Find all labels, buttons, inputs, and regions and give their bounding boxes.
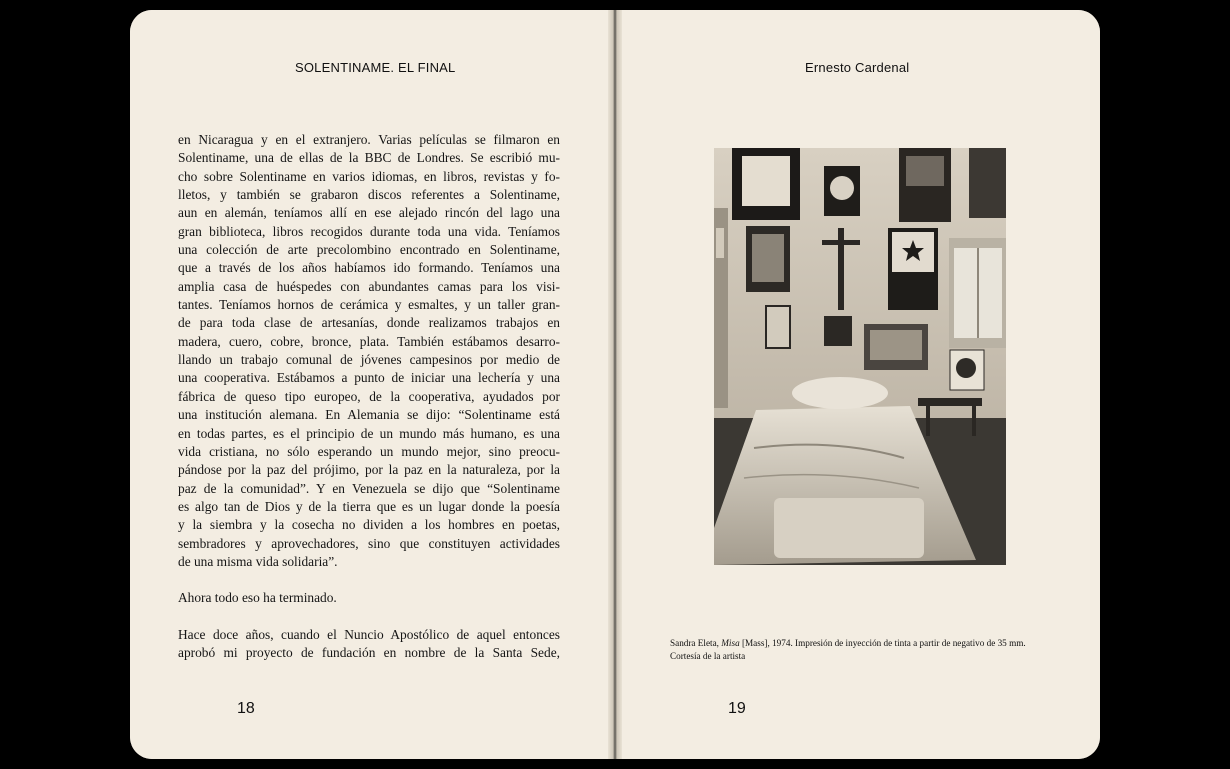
page-number-left: 18 [237, 700, 255, 717]
text-line: fábrica de queso tipo europeo, de la cooperativa, ayudados por [178, 388, 560, 404]
body-text [178, 131, 560, 662]
text-line: Solentiname, una de ellas de la BBC de Londres. Se escribió mu- [178, 150, 560, 166]
paragraph-1 [178, 131, 560, 571]
paragraph-2: Ahora todo eso ha terminado. [178, 590, 337, 606]
page-number-right: 19 [728, 700, 746, 717]
photo-caption: Sandra Eleta, Misa [Mass], 1974. Impresión de inyección de tinta a partir de negativo de 35 mm. Cortesía de la artista [670, 638, 1026, 661]
text-line: una institución alemana. En Alemania se dijo: “Solentiname está [178, 407, 560, 423]
running-head-right: Ernesto Cardenal [805, 60, 910, 75]
text-line: en todas partes, es el principio de un mundo más humano, es una [178, 425, 560, 441]
text-line: Hace doce años, cuando el Nuncio Apostólico de aquel entonces [178, 626, 560, 642]
text-line: amplia casa de huéspedes con abundantes camas para los visi- [178, 278, 560, 294]
text-line: tantes. Teníamos hornos de cerámica y esmaltes, y un taller gran- [178, 297, 560, 313]
text-line: aun en alemán, teníamos allí en ese alejado rincón del lago una [178, 205, 560, 221]
book-spread [130, 10, 1100, 759]
text-line: pándose por la paz del prójimo, por la paz en la naturaleza, por la [178, 462, 560, 478]
text-line: de para toda clase de artesanías, donde realizamos trabajos en [178, 315, 560, 331]
text-line: de una misma vida solidaria”. [178, 553, 338, 569]
book-gutter [608, 10, 622, 759]
paragraph-3 [178, 626, 560, 663]
text-line: que a través de los años habíamos ido formando. Teníamos una [178, 260, 560, 276]
text-line: madera, cuero, cobre, bronce, plata. También estábamos desarro- [178, 333, 560, 349]
text-line: sembradores y aprovechadores, sino que constituyen actividades [178, 535, 560, 551]
right-page [616, 10, 1100, 759]
text-line: cho sobre Solentiname en varios idiomas, en libros, revistas y fo- [178, 168, 560, 184]
running-head-left: SOLENTINAME. EL FINAL [295, 60, 456, 75]
text-line: y la siembra y la cosecha no dividen a los hombres en poetas, [178, 517, 560, 533]
photograph [714, 148, 1006, 565]
caption-title: Misa [721, 638, 740, 648]
left-page [130, 10, 614, 759]
text-line: paz de la comunidad”. Y en Venezuela se dijo que “Solentiname [178, 480, 560, 496]
photo-bedroom-illustration [714, 148, 1006, 565]
text-line: en Nicaragua y en el extranjero. Varias películas se filmaron en [178, 132, 560, 147]
text-line: una cooperativa. Estábamos a punto de iniciar una lechería y una [178, 370, 560, 386]
text-line: una colección de arte precolombino encontrado en Solentiname, [178, 242, 560, 258]
text-line: es algo tan de Dios y de la tierra que es un lugar donde la poesía [178, 498, 560, 514]
text-line: vida cristiana, no sólo esperando un mundo mejor, sino preocu- [178, 443, 560, 459]
text-line: gran biblioteca, libros recogidos durante toda una vida. Teníamos [178, 223, 560, 239]
text-line: llando un trabajo comunal de jóvenes campesinos por medio de [178, 352, 560, 368]
text-line: lletos, y también se grabaron discos referentes a Solentiname, [178, 187, 560, 203]
text-line: aprobó mi proyecto de fundación en nombre de la Santa Sede, [178, 644, 560, 660]
